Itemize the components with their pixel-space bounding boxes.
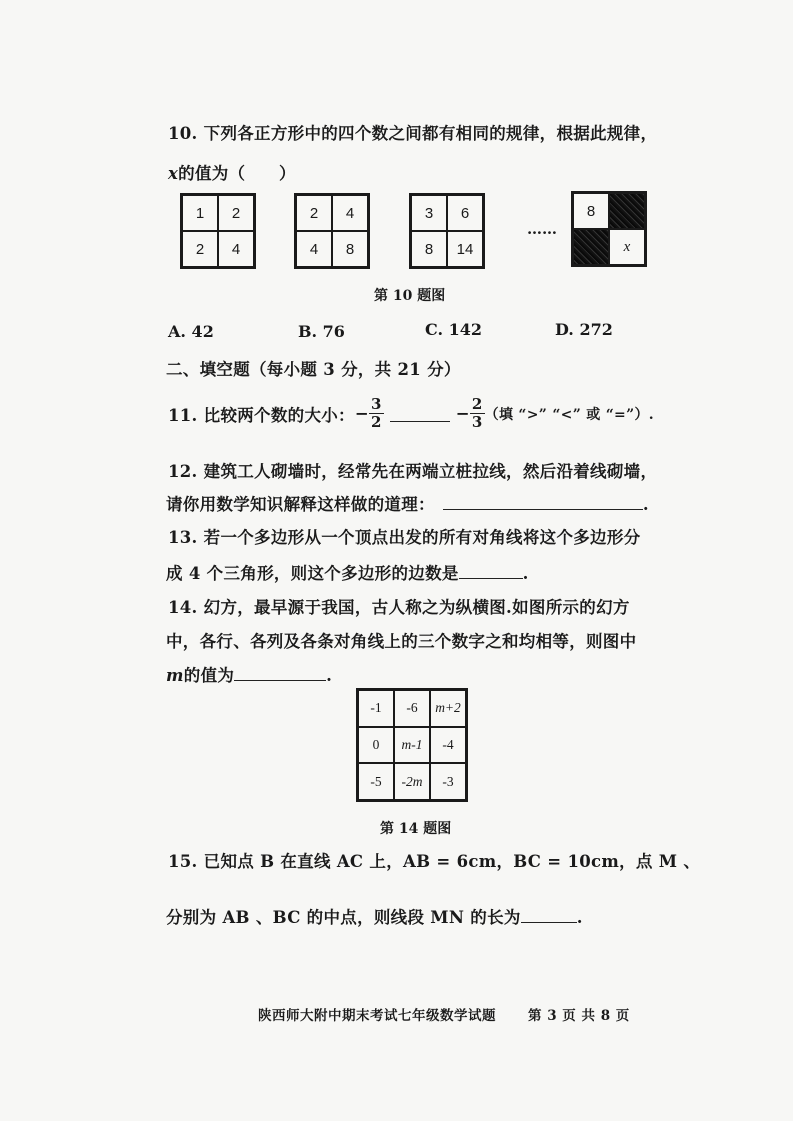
q12-end: . xyxy=(642,495,649,514)
magic-cell: -6 xyxy=(394,690,430,727)
q10-last-shaded-cell xyxy=(573,229,609,265)
q11-frac1-numerator: 3 xyxy=(371,395,382,413)
q10-line2 xyxy=(168,160,296,184)
q10-square-3-cell: 3 xyxy=(411,195,447,231)
q10-ellipsis: …… xyxy=(527,220,557,238)
q12-line2-text: 请你用数学知识解释这样做的道理： xyxy=(166,495,435,514)
q13-end: . xyxy=(522,564,529,583)
q10-square-last xyxy=(571,191,647,267)
magic-cell: -1 xyxy=(358,690,394,727)
q11-frac1-denominator: 2 xyxy=(371,413,382,431)
q12-line1: 12. 建筑工人砌墙时，经常先在两端立桩拉线，然后沿着线砌墙， xyxy=(168,462,658,481)
magic-cell: 0 xyxy=(358,727,394,764)
q10-square-1-cell: 2 xyxy=(218,195,254,231)
q11-frac2-numerator: 2 xyxy=(471,395,483,413)
q10-option-b: B. 76 xyxy=(298,322,345,341)
q12-answer-blank[interactable] xyxy=(443,508,643,510)
magic-cell: m+2 xyxy=(430,690,466,727)
q10-last-top-left: 8 xyxy=(573,193,609,229)
q11-frac2-denominator: 3 xyxy=(471,413,483,431)
q14-answer-blank[interactable] xyxy=(234,679,326,681)
q11-answer-blank[interactable] xyxy=(390,420,450,422)
q10-square-3 xyxy=(409,193,485,269)
q14-magic-square xyxy=(356,688,468,802)
q11-frac2-sign: − xyxy=(455,404,470,423)
q14-line3 xyxy=(166,662,332,686)
q10-square-2-cell: 4 xyxy=(332,195,368,231)
q14-line2: 中，各行、各列及各条对角线上的三个数字之和均相等，则图中 xyxy=(166,632,637,651)
q10-square-1-cell: 2 xyxy=(182,231,218,267)
magic-cell: -4 xyxy=(430,727,466,764)
q10-option-a: A. 42 xyxy=(168,322,214,341)
q11-line xyxy=(168,396,654,431)
q10-square-3-cell: 14 xyxy=(447,231,483,267)
q15-line2 xyxy=(166,904,583,928)
footer-exam-title: 陕西师大附中期末考试七年级数学试题 xyxy=(258,1008,496,1024)
q14-line3-text: 的值为 xyxy=(183,666,235,685)
q10-square-1-cell: 1 xyxy=(182,195,218,231)
q11-prefix: 11. 比较两个数的大小： xyxy=(168,405,355,425)
q13-line2 xyxy=(166,560,529,584)
q10-square-3-cell: 6 xyxy=(447,195,483,231)
q10-square-2-cell: 2 xyxy=(296,195,332,231)
q10-last-bottom-right: x xyxy=(609,229,645,265)
magic-cell: -3 xyxy=(430,763,466,800)
q14-end: . xyxy=(326,666,333,685)
q10-line1: 10. 下列各正方形中的四个数之间都有相同的规律，根据此规律， xyxy=(168,124,658,143)
magic-cell: m-1 xyxy=(394,727,430,764)
q14-line1: 14. 幻方，最早源于我国，古人称之为纵横图.如图所示的幻方 xyxy=(168,598,630,617)
q10-square-1 xyxy=(180,193,256,269)
q10-last-shaded-cell xyxy=(609,193,645,229)
q10-square-2-cell: 4 xyxy=(296,231,332,267)
q13-line1: 13. 若一个多边形从一个顶点出发的所有对角线将这个多边形分 xyxy=(168,528,641,547)
q10-variable: x xyxy=(168,164,179,183)
q13-answer-blank[interactable] xyxy=(459,577,523,579)
q14-figure-caption: 第 14 题图 xyxy=(380,821,452,837)
q15-line2-text: 分别为 AB 、BC 的中点，则线段 MN 的长为 xyxy=(166,908,521,927)
q10-figure-caption: 第 10 题图 xyxy=(374,288,446,304)
q15-answer-blank[interactable] xyxy=(521,921,577,923)
q10-option-c: C. 142 xyxy=(425,320,482,339)
q11-frac1-sign: − xyxy=(354,404,369,423)
q15-end: . xyxy=(576,908,583,927)
magic-cell: -5 xyxy=(358,763,394,800)
magic-cell: -2m xyxy=(394,763,430,800)
q11-fraction-2 xyxy=(470,396,485,431)
q10-option-d: D. 272 xyxy=(555,320,613,339)
q14-variable: m xyxy=(166,666,184,685)
section2-title: 二、填空题（每小题 3 分，共 21 分） xyxy=(166,360,461,379)
q12-line2 xyxy=(166,491,649,515)
q10-square-2 xyxy=(294,193,370,269)
q10-square-3-cell: 8 xyxy=(411,231,447,267)
q10-square-2-cell: 8 xyxy=(332,231,368,267)
q11-suffix: （填 “>” “<” 或 “=”）. xyxy=(484,406,654,423)
q15-line1: 15. 已知点 B 在直线 AC 上，AB = 6cm，BC = 10cm，点 M 、 xyxy=(168,852,701,871)
q11-fraction-1 xyxy=(369,396,384,431)
q13-line2-text: 成 4 个三角形，则这个多边形的边数是 xyxy=(166,564,459,583)
footer-page-number: 第 3 页 共 8 页 xyxy=(528,1008,630,1024)
q10-line2-text: 的值为（ ） xyxy=(178,164,296,183)
q10-square-1-cell: 4 xyxy=(218,231,254,267)
